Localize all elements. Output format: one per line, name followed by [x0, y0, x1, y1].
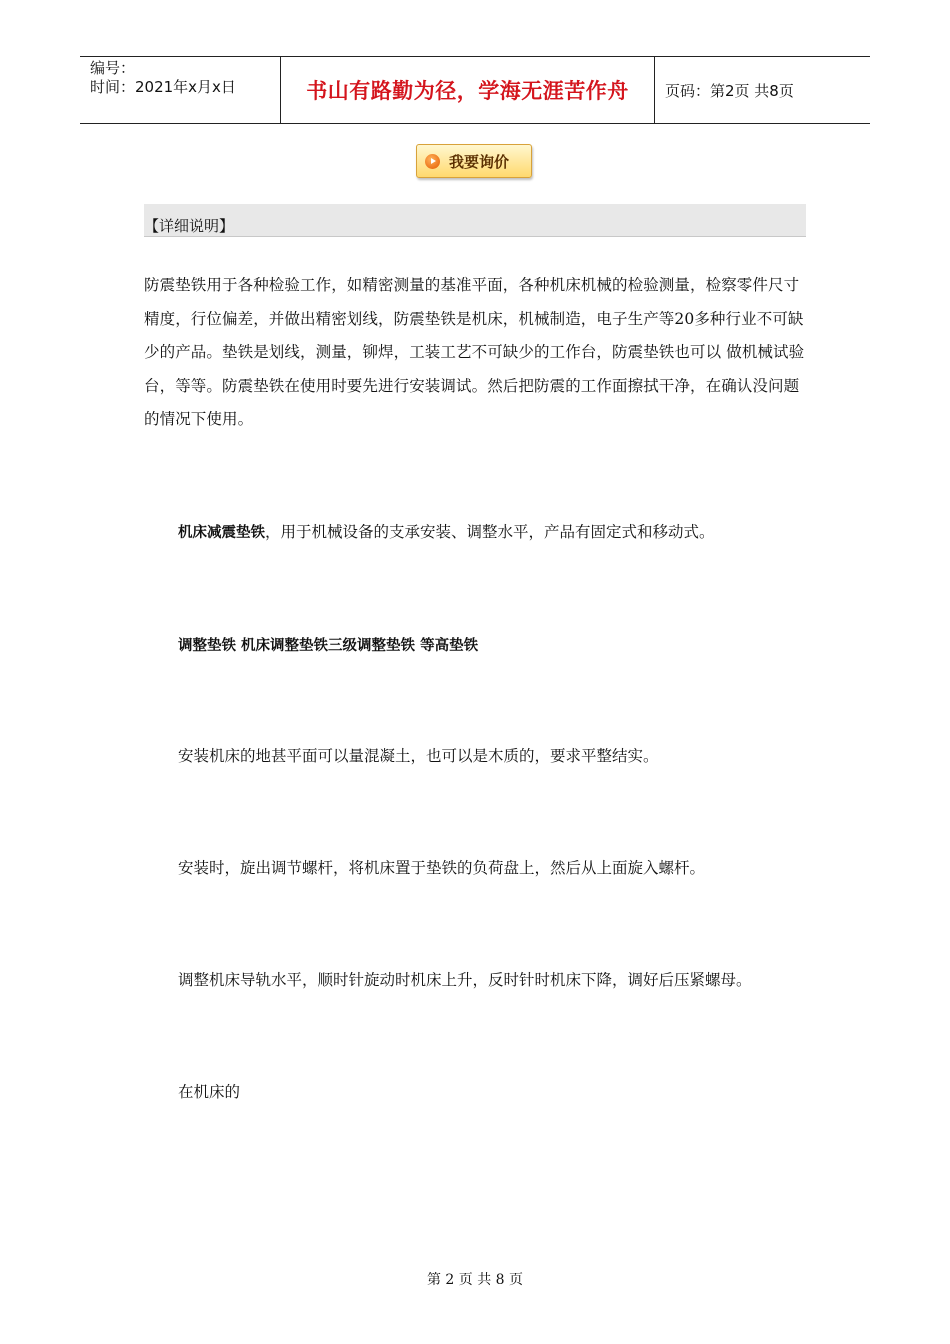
number-label: 编号：: [90, 59, 136, 77]
paragraph-truncated: 在机床的: [178, 1083, 241, 1101]
inquiry-button[interactable]: [416, 144, 532, 178]
paragraph-pad-types: 调整垫铁 机床调整垫铁三级调整垫铁 等高垫铁: [178, 638, 479, 654]
paragraph-installation: 安装时，旋出调节螺杆，将机床置于垫铁的负荷盘上，然后从上面旋入螺杆。: [178, 859, 706, 877]
page-footer: 第 2 页 共 8 页: [426, 1272, 524, 1288]
section-title: 【详细说明】: [144, 217, 235, 235]
time-label: 时间：2021年x月x日: [90, 78, 236, 96]
header-meta: [80, 57, 281, 123]
play-circle-icon: [425, 154, 440, 169]
document-header: [80, 56, 870, 124]
paragraph-foundation: 安装机床的地甚平面可以量混凝土，也可以是木质的，要求平整结实。: [178, 747, 659, 765]
damping-pad-term: 机床减震垫铁: [178, 525, 265, 541]
paragraph-leveling: 调整机床导轨水平，顺时针旋动时机床上升，反时针时机床下降，调好后压紧螺母。: [178, 971, 752, 989]
header-page-info: 页码：第2页 共8页: [665, 81, 794, 100]
header-motto: 书山有路勤为径，学海无涯苦作舟: [281, 57, 655, 123]
paragraph-damping-pad: [178, 520, 715, 542]
section-header-bar: [144, 204, 806, 237]
damping-pad-description: ，用于机械设备的支承安装、调整水平，产品有固定式和移动式。: [265, 523, 715, 541]
intro-paragraph: 防震垫铁用于各种检验工作，如精密测量的基准平面，各种机床机械的检验测量，检察零件尺寸精度，行位偏差，并做出精密划线，防震垫铁是机床，机械制造，电子生产等20多种行业不可缺少的产品。垫铁是划线，测量，铆焊，工装工艺不可缺少的工作台，防震垫铁也可以 做机械试验台，等等。防震垫铁在使用时要先进行安装调试。然后把防震的工作面擦拭干净，在确认没问题的情况下使用。: [144, 276, 805, 429]
inquiry-button-label: 我要询价: [449, 152, 510, 171]
